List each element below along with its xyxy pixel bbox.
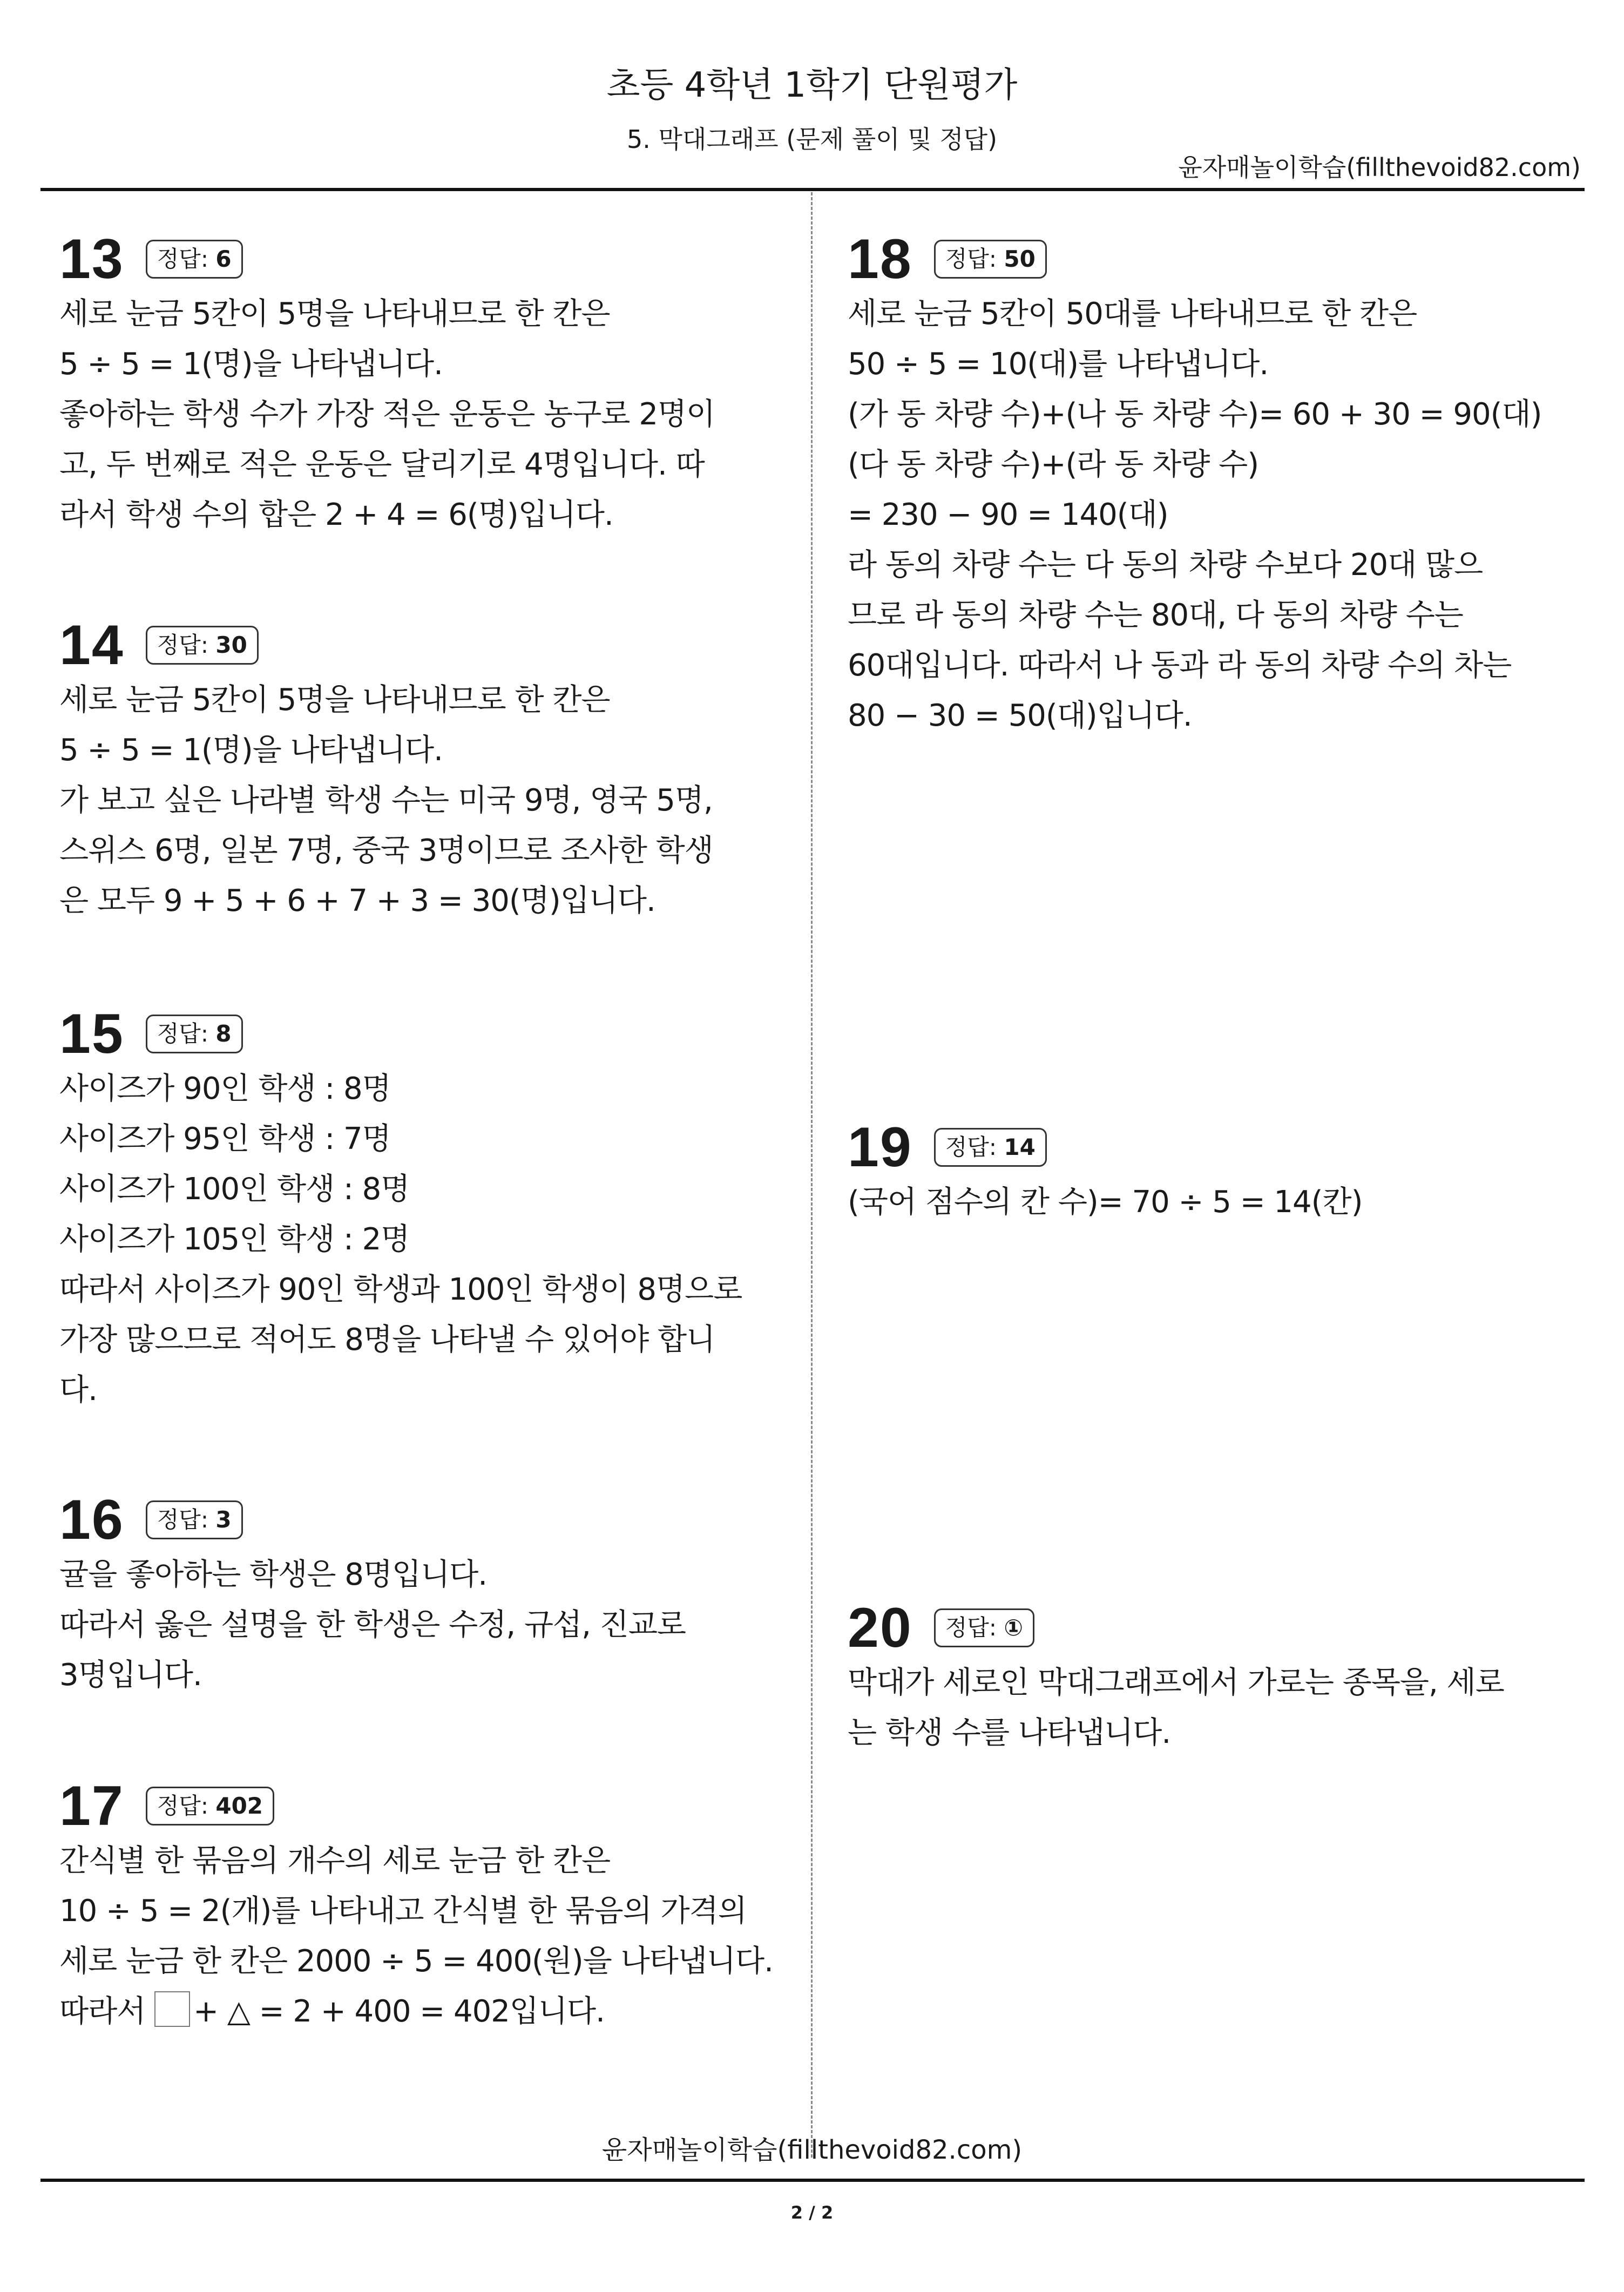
solution-line: 세로 눈금 5칸이 5명을 나타내므로 한 칸은 — [59, 682, 610, 718]
solution-line: 스위스 6명, 일본 7명, 중국 3명이므로 조사한 학생 — [59, 833, 713, 868]
solution-line: 세로 눈금 5칸이 5명을 나타내므로 한 칸은 — [59, 296, 610, 332]
problem-13 — [59, 229, 777, 540]
answer-label: 정답: — [157, 632, 216, 658]
solution-line: 사이즈가 90인 학생 : 8명 — [59, 1071, 391, 1106]
problem-20 — [848, 1598, 1566, 1758]
solution-line: 사이즈가 105인 학생 : 2명 — [59, 1222, 410, 1257]
answer-label: 정답: — [945, 1134, 1004, 1160]
solution-line: 세로 눈금 5칸이 50대를 나타내므로 한 칸은 — [848, 296, 1417, 332]
problem-18 — [848, 229, 1566, 741]
solution-line: 3명입니다. — [59, 1658, 202, 1693]
problem-number: 20 — [848, 1597, 912, 1659]
answer-value: 8 — [215, 1020, 232, 1047]
answer-label: 정답: — [945, 1614, 1004, 1641]
page-title: 초등 4학년 1학기 단원평가 — [606, 65, 1018, 105]
solution-line: (다 동 차량 수)+(라 동 차량 수) — [848, 447, 1259, 482]
solution-line: 10 ÷ 5 = 2(개)를 나타내고 간식별 한 묶음의 가격의 — [59, 1894, 747, 1929]
answer-badge — [146, 1787, 274, 1826]
problem-number: 17 — [59, 1775, 124, 1837]
solution-line: 80 − 30 = 50(대)입니다. — [848, 698, 1192, 733]
page-number: 2 / 2 — [790, 2202, 834, 2223]
solution-line: = 230 − 90 = 140(대) — [848, 497, 1168, 532]
solution-line: 60대입니다. 따라서 나 동과 라 동의 차량 수의 차는 — [848, 648, 1512, 683]
solution-line: 사이즈가 100인 학생 : 8명 — [59, 1172, 410, 1207]
problem-number: 14 — [59, 614, 124, 677]
solution-line: 따라서 옳은 설명을 한 학생은 수정, 규섭, 진교로 — [59, 1607, 686, 1642]
header-divider — [40, 188, 1585, 191]
problem-17 — [59, 1776, 777, 2037]
footer-site-credit: 윤자매놀이학습(fillthevoid82.com) — [601, 2135, 1023, 2165]
solution-line: 50 ÷ 5 = 10(대)를 나타냅니다. — [848, 347, 1269, 382]
problem-number: 15 — [59, 1003, 124, 1065]
solution-text: + △ = 2 + 400 = 402입니다. — [193, 1994, 605, 2029]
solution-line: 간식별 한 묶음의 개수의 세로 눈금 한 칸은 — [59, 1843, 611, 1878]
solution-line: 좋아하는 학생 수가 가장 적은 운동은 농구로 2명이 — [59, 397, 715, 432]
answer-value: 402 — [215, 1793, 263, 1819]
problem-19 — [848, 1118, 1566, 1227]
problem-16 — [59, 1490, 777, 1700]
answer-value: 14 — [1004, 1134, 1036, 1160]
problem-number: 16 — [59, 1489, 124, 1551]
header-site-credit: 윤자매놀이학습(fillthevoid82.com) — [1178, 153, 1581, 182]
answer-value: ① — [1004, 1614, 1023, 1641]
solution-line: 라 동의 차량 수는 다 동의 차량 수보다 20대 많으 — [848, 547, 1483, 583]
solution-line: 귤을 좋아하는 학생은 8명입니다. — [59, 1557, 488, 1592]
answer-label: 정답: — [945, 246, 1004, 272]
column-divider — [811, 192, 813, 2158]
problem-number: 18 — [848, 228, 912, 290]
problem-number: 13 — [59, 228, 124, 290]
solution-line: 다. — [59, 1373, 97, 1408]
solution-line: 사이즈가 95인 학생 : 7명 — [59, 1121, 391, 1157]
answer-label: 정답: — [157, 246, 216, 272]
solution-line: 은 모두 9 + 5 + 6 + 7 + 3 = 30(명)입니다. — [59, 883, 655, 918]
solution-line: 세로 눈금 한 칸은 2000 ÷ 5 = 400(원)을 나타냅니다. — [59, 1944, 773, 1979]
answer-badge — [146, 626, 259, 665]
answer-badge — [146, 1015, 243, 1053]
solution-text: 따라서 — [59, 1994, 155, 2029]
answer-badge — [934, 1128, 1047, 1167]
solution-line: 따라서 사이즈가 90인 학생과 100인 학생이 8명으로 — [59, 1272, 742, 1307]
solution-line — [59, 1986, 777, 2037]
answer-badge — [934, 240, 1047, 279]
solution-line: 5 ÷ 5 = 1(명)을 나타냅니다. — [59, 347, 443, 382]
answer-value: 3 — [215, 1506, 232, 1533]
square-box-icon — [154, 1991, 190, 2027]
solution-line: 5 ÷ 5 = 1(명)을 나타냅니다. — [59, 733, 443, 768]
problem-14 — [59, 616, 777, 926]
footer-divider — [40, 2179, 1585, 2182]
answer-badge — [934, 1608, 1034, 1647]
solution-line: 는 학생 수를 나타냅니다. — [848, 1715, 1171, 1750]
solution-line: (국어 점수의 칸 수)= 70 ÷ 5 = 14(칸) — [848, 1185, 1363, 1220]
answer-badge — [146, 1500, 243, 1539]
solution-line: 가장 많으므로 적어도 8명을 나타낼 수 있어야 합니 — [59, 1322, 715, 1357]
solution-line: 막대가 세로인 막대그래프에서 가로는 종목을, 세로 — [848, 1665, 1504, 1700]
answer-value: 50 — [1004, 246, 1036, 272]
solution-line: 므로 라 동의 차량 수는 80대, 다 동의 차량 수는 — [848, 598, 1463, 633]
problem-number: 19 — [848, 1116, 912, 1179]
solution-line: 가 보고 싶은 나라별 학생 수는 미국 9명, 영국 5명, — [59, 783, 713, 818]
page-subtitle: 5. 막대그래프 (문제 풀이 및 정답) — [626, 125, 998, 154]
problem-15 — [59, 1004, 777, 1415]
solution-line: 라서 학생 수의 합은 2 + 4 = 6(명)입니다. — [59, 497, 613, 532]
answer-label: 정답: — [157, 1506, 216, 1533]
solution-line: (가 동 차량 수)+(나 동 차량 수)= 60 + 30 = 90(대) — [848, 397, 1542, 432]
answer-value: 30 — [215, 632, 247, 658]
answer-value: 6 — [215, 246, 232, 272]
answer-label: 정답: — [157, 1020, 216, 1047]
answer-badge — [146, 240, 243, 279]
answer-label: 정답: — [157, 1793, 216, 1819]
solution-line: 고, 두 번째로 적은 운동은 달리기로 4명입니다. 따 — [59, 447, 705, 482]
